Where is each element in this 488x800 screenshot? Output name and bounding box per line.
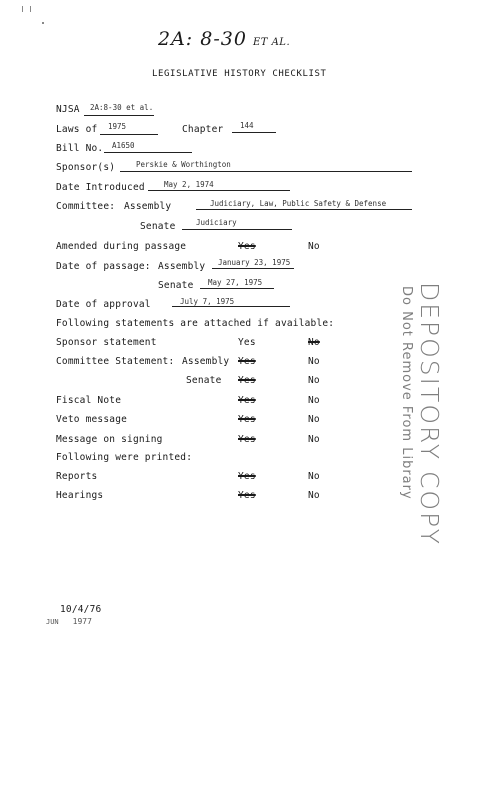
- laws-value: 1975: [108, 122, 127, 131]
- attached-heading: Following statements are attached if available:: [56, 318, 335, 329]
- amended-yes: Yes: [238, 241, 256, 252]
- approval-label: Date of approval: [56, 299, 151, 310]
- chapter-line: [232, 132, 276, 133]
- printed-label: Reports: [56, 471, 98, 482]
- page-title: LEGISLATIVE HISTORY CHECKLIST: [152, 69, 327, 79]
- committee-senate-line: [182, 229, 292, 230]
- statement-yes: Yes: [238, 414, 256, 425]
- statement-label: Sponsor statement: [56, 337, 157, 348]
- depository-stamp-subtitle: Do Not Remove From Library: [399, 286, 414, 500]
- statement-no: No: [308, 414, 320, 425]
- laws-label: Laws of: [56, 124, 98, 135]
- printed-yes: Yes: [238, 471, 256, 482]
- statement-label: Veto message: [56, 414, 128, 425]
- approval-line: [172, 306, 290, 307]
- sponsor-label: Sponsor(s): [56, 162, 116, 173]
- committee-assembly-line: [196, 209, 412, 210]
- statement-yes: Yes: [238, 375, 256, 386]
- statement-no: No: [308, 375, 320, 386]
- chapter-value: 144: [240, 121, 254, 130]
- committee-label: Committee:: [56, 201, 116, 212]
- committee-assembly-value: Judiciary, Law, Public Safety & Defense: [210, 199, 387, 208]
- statement-no: No: [308, 434, 320, 445]
- statement-yes: Yes: [238, 395, 256, 406]
- statement-no: No: [308, 337, 320, 348]
- passage-senate-label: Senate: [158, 280, 194, 291]
- depository-stamp-title: DEPOSITORY COPY: [415, 282, 444, 546]
- sponsor-line: [120, 171, 412, 172]
- laws-line: [100, 134, 158, 135]
- statement-label: Message on signing: [56, 434, 163, 445]
- printed-no: No: [308, 471, 320, 482]
- statement-yes: Yes: [238, 434, 256, 445]
- passage-label: Date of passage:: [56, 261, 151, 272]
- statement-yes: Yes: [238, 356, 256, 367]
- sponsor-value: Perskie & Worthington: [136, 160, 231, 169]
- corner-mark: [42, 22, 44, 24]
- njsa-value: 2A:8-30 et al.: [90, 103, 154, 112]
- bill-line: [104, 152, 192, 153]
- date-introduced-line: [148, 190, 290, 191]
- printed-heading: Following were printed:: [56, 452, 193, 463]
- date-introduced-value: May 2, 1974: [164, 180, 214, 189]
- amended-label: Amended during passage: [56, 241, 187, 252]
- date-introduced-label: Date Introduced: [56, 182, 145, 193]
- bill-label: Bill No.: [56, 143, 104, 154]
- statement-sub-label: Assembly: [182, 356, 230, 367]
- passage-senate-line: [200, 288, 274, 289]
- corner-mark: [22, 6, 23, 12]
- footer-stamp: JUN 1977: [46, 617, 92, 626]
- committee-senate-value: Judiciary: [196, 218, 237, 227]
- printed-yes: Yes: [238, 490, 256, 501]
- corner-mark: [30, 6, 31, 12]
- printed-no: No: [308, 490, 320, 501]
- committee-senate-label: Senate: [140, 221, 176, 232]
- njsa-line: [84, 115, 154, 116]
- statement-yes: Yes: [238, 337, 256, 348]
- statement-no: No: [308, 356, 320, 367]
- footer-date: 10/4/76: [60, 604, 102, 615]
- approval-value: July 7, 1975: [180, 297, 235, 306]
- chapter-label: Chapter: [182, 124, 224, 135]
- passage-senate-value: May 27, 1975: [208, 278, 263, 287]
- njsa-label: NJSA: [56, 104, 80, 115]
- handwritten-header: 2A: 8-30 ET AL.: [158, 28, 291, 50]
- passage-assembly-line: [212, 268, 294, 269]
- statement-label: Fiscal Note: [56, 395, 122, 406]
- statement-sub-label: Senate: [186, 375, 222, 386]
- passage-assembly-value: January 23, 1975: [218, 258, 291, 267]
- statement-no: No: [308, 395, 320, 406]
- passage-assembly-label: Assembly: [158, 261, 206, 272]
- statement-label: Committee Statement:: [56, 356, 175, 367]
- committee-assembly-label: Assembly: [124, 201, 172, 212]
- amended-no: No: [308, 241, 320, 252]
- printed-label: Hearings: [56, 490, 104, 501]
- bill-value: A1650: [112, 141, 135, 150]
